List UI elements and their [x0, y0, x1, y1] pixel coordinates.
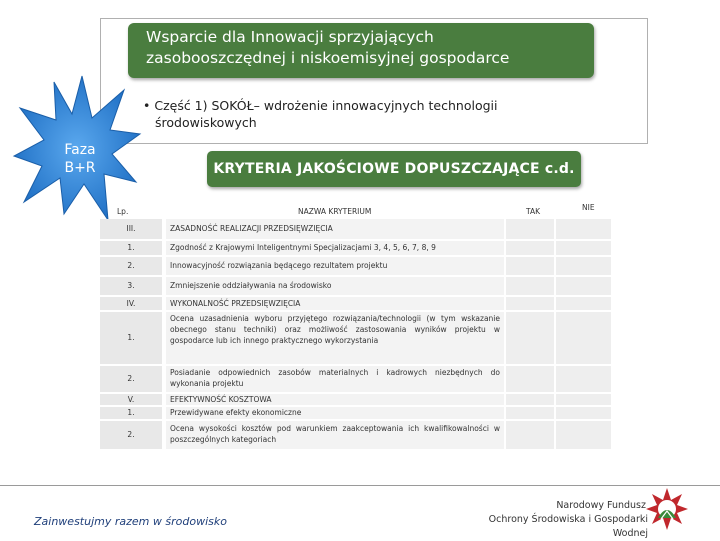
row-lp: 2. — [100, 257, 162, 275]
table-row — [100, 277, 611, 295]
row-lp: 2. — [100, 366, 162, 392]
header-title-line2: zasobooszczędnej i niskoemisyjnej gospodarce — [146, 49, 510, 67]
row-lp: 2. — [100, 421, 162, 449]
footer-divider — [0, 485, 720, 486]
table-row — [100, 257, 611, 275]
table-row — [100, 407, 611, 419]
org-name — [452, 499, 648, 541]
nie-cell — [556, 219, 611, 239]
row-lp: 3. — [100, 277, 162, 295]
bullet-line1: • Część 1) SOKÓŁ– wdrożenie innowacyjnych technologii — [143, 98, 498, 113]
row-lp: V. — [100, 394, 162, 405]
phase-badge-line2: B+R — [64, 160, 96, 176]
nie-cell — [556, 241, 611, 255]
nie-cell — [556, 312, 611, 364]
row-lp: 1. — [100, 241, 162, 255]
row-lp: IV. — [100, 297, 162, 310]
header-title-line1: Wsparcie dla Innowacji sprzyjających — [146, 28, 434, 46]
table-row — [100, 366, 611, 392]
table-row — [100, 394, 611, 405]
nie-cell — [556, 277, 611, 295]
org-name-line2: Ochrony Środowiska i Gospodarki Wodnej — [488, 514, 648, 539]
tak-cell — [506, 257, 554, 275]
nie-cell — [556, 421, 611, 449]
row-text: WYKONALNOŚĆ PRZEDSIĘWZIĘCIA — [166, 297, 504, 310]
row-text: ZASADNOŚĆ REALIZACJI PRZEDSIĘWZIĘCIA — [166, 219, 504, 239]
nie-cell — [556, 407, 611, 419]
section-title: KRYTERIA JAKOŚCIOWE DOPUSZCZAJĄCE c.d. — [207, 151, 581, 187]
org-name-line1: Narodowy Fundusz — [556, 500, 646, 511]
tak-cell — [506, 297, 554, 310]
tak-cell — [506, 407, 554, 419]
row-lp: 1. — [100, 312, 162, 364]
row-text: Przewidywane efekty ekonomiczne — [166, 407, 504, 419]
row-text: Ocena uzasadnienia wyboru przyjętego rozwiązania/technologii (w tym wskazanie obecnego stanu techniki) oraz możliwość zastosowania wyników projektu w gospodarce lub ich innego praktycznego wykorzystania — [166, 312, 504, 364]
table-row — [100, 312, 611, 364]
row-text: Zgodność z Krajowymi Inteligentnymi Specjalizacjami 3, 4, 5, 6, 7, 8, 9 — [166, 241, 504, 255]
tak-cell — [506, 277, 554, 295]
nfosigw-logo-icon — [644, 486, 690, 532]
nie-cell — [556, 257, 611, 275]
row-text: Innowacyjność rozwiązania będącego rezultatem projektu — [166, 257, 504, 275]
col-header-tak: TAK — [526, 207, 541, 216]
footer-slogan: Zainwestujmy razem w środowisko — [34, 515, 227, 528]
row-text: Zmniejszenie oddziaływania na środowisko — [166, 277, 504, 295]
col-header-nie: NIE — [582, 203, 595, 212]
tak-cell — [506, 241, 554, 255]
tak-cell — [506, 394, 554, 405]
table-row — [100, 241, 611, 255]
program-part-bullet — [143, 97, 563, 131]
table-row — [100, 219, 611, 239]
phase-badge — [62, 141, 98, 177]
col-header-name: NAZWA KRYTERIUM — [298, 207, 372, 216]
table-row — [100, 421, 611, 449]
nie-cell — [556, 297, 611, 310]
header-title-box — [128, 23, 594, 78]
tak-cell — [506, 312, 554, 364]
bullet-line2: środowiskowych — [155, 115, 257, 130]
tak-cell — [506, 219, 554, 239]
row-text: Ocena wysokości kosztów pod warunkiem zaakceptowania ich kwalifikowalności w poszczególnych kategoriach — [166, 421, 504, 449]
phase-badge-line1: Faza — [64, 142, 96, 158]
col-header-lp: Lp. — [117, 207, 129, 216]
nie-cell — [556, 366, 611, 392]
tak-cell — [506, 366, 554, 392]
row-lp: III. — [100, 219, 162, 239]
tak-cell — [506, 421, 554, 449]
nie-cell — [556, 394, 611, 405]
row-text: EFEKTYWNOŚĆ KOSZTOWA — [166, 394, 504, 405]
row-lp: 1. — [100, 407, 162, 419]
row-text: Posiadanie odpowiednich zasobów materialnych i kadrowych niezbędnych do wykonania projektu — [166, 366, 504, 392]
table-row — [100, 297, 611, 310]
